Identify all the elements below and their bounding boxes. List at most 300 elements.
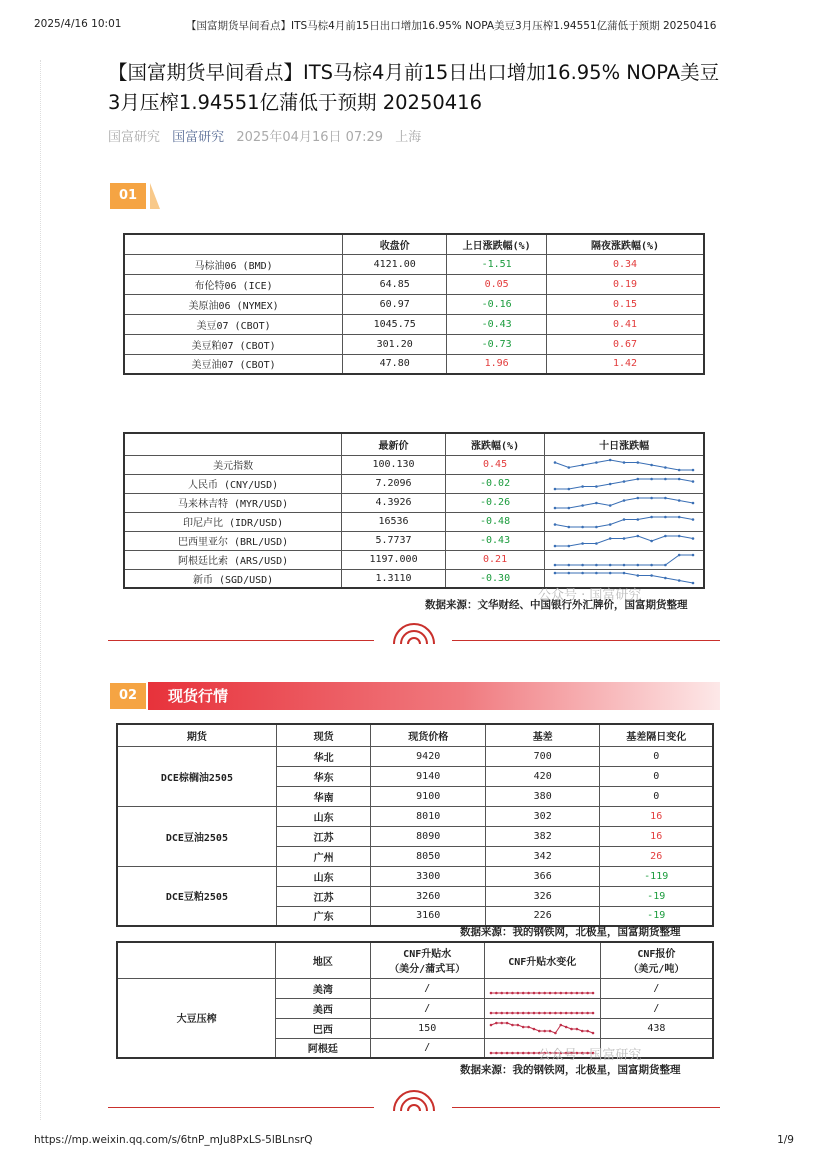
- spark-point: [490, 1012, 493, 1015]
- spark-point: [549, 1030, 552, 1033]
- spark-point: [664, 466, 667, 469]
- spark-point: [678, 468, 681, 471]
- change-pct: -0.48: [445, 512, 544, 531]
- spark-point: [650, 477, 653, 480]
- spark-point: [650, 463, 653, 466]
- spot-region: 山东: [276, 806, 371, 826]
- account-link[interactable]: 国富研究: [172, 130, 225, 145]
- instrument-name: 布伦特06 (ICE): [124, 274, 343, 294]
- spark-point: [592, 1012, 595, 1015]
- currency-name: 印尼卢比 (IDR/USD): [124, 512, 342, 531]
- spark-point: [664, 534, 667, 537]
- spark-point: [554, 506, 557, 509]
- basis-change: -119: [600, 866, 713, 886]
- spark-point: [554, 487, 557, 490]
- table-row: [117, 866, 713, 886]
- cnf-sparkline-cell: [484, 998, 600, 1018]
- basis: 700: [485, 746, 599, 766]
- spark-point: [609, 458, 612, 461]
- spark-point: [637, 496, 640, 499]
- spark-point: [528, 1012, 531, 1015]
- instrument-name: 美豆07 (CBOT): [124, 314, 343, 334]
- table-row: [124, 550, 704, 569]
- table-row: [124, 274, 704, 294]
- cnf-table: [116, 941, 714, 1059]
- section-title-bar: [148, 682, 720, 710]
- spot-price: 9100: [371, 786, 486, 806]
- spark-point: [568, 563, 571, 566]
- spark-point: [511, 992, 514, 995]
- table-row: [124, 354, 704, 374]
- spark-point: [678, 499, 681, 502]
- basis: 342: [485, 846, 599, 866]
- crush-group: 大豆压榨: [117, 978, 276, 1058]
- spark-point: [495, 1022, 498, 1025]
- spark-point: [623, 518, 626, 521]
- spark-point: [506, 1051, 509, 1054]
- spark-point: [576, 992, 579, 995]
- spark-point: [581, 485, 584, 488]
- instrument-name: 美原油06 (NYMEX): [124, 294, 343, 314]
- spark-point: [692, 553, 695, 556]
- spark-point: [568, 544, 571, 547]
- article-meta: [108, 126, 429, 145]
- change-pct: -0.02: [445, 474, 544, 493]
- spark-point: [560, 1024, 563, 1027]
- basis: 380: [485, 786, 599, 806]
- spark-point: [517, 1051, 520, 1054]
- spark-point: [623, 499, 626, 502]
- basis-change: 0: [600, 786, 713, 806]
- spark-point: [609, 563, 612, 566]
- spark-point: [554, 544, 557, 547]
- table-row: [117, 806, 713, 826]
- spark-point: [609, 572, 612, 575]
- spot-price: 9140: [371, 766, 486, 786]
- spark-point: [565, 992, 568, 995]
- data-source-1: 数据来源：文华财经、中国银行外汇牌价，国富期货整理: [425, 599, 688, 611]
- spark-point: [678, 553, 681, 556]
- basis: 226: [485, 906, 599, 926]
- spark-point: [609, 537, 612, 540]
- cnf-region: 巴西: [276, 1018, 370, 1038]
- data-source-2: 数据来源：我的钢铁网，北极星，国富期货整理: [460, 926, 681, 938]
- spot-price: 3160: [371, 906, 486, 926]
- night-change: 0.41: [547, 314, 704, 334]
- spark-point: [506, 1012, 509, 1015]
- cnf-region: 阿根廷: [276, 1038, 370, 1058]
- currency-name: 马来林吉特 (MYR/USD): [124, 493, 342, 512]
- spark-point: [678, 534, 681, 537]
- spot-region: 华南: [276, 786, 371, 806]
- spark-point: [664, 477, 667, 480]
- cnf-price: 438: [600, 1018, 713, 1038]
- spark-line: [555, 555, 693, 565]
- spark-point: [609, 523, 612, 526]
- spark-point: [595, 485, 598, 488]
- spark-point: [664, 515, 667, 518]
- basis: 326: [485, 886, 599, 906]
- column-header: CNF升贴水变化: [484, 942, 600, 978]
- change-pct: 0.21: [445, 550, 544, 569]
- spark-point: [544, 1030, 547, 1033]
- spark-point: [538, 1012, 541, 1015]
- spark-point: [623, 480, 626, 483]
- spark-line: [555, 573, 693, 583]
- spark-point: [568, 525, 571, 528]
- latest-price: 100.130: [342, 455, 446, 474]
- spot-region: 江苏: [276, 826, 371, 846]
- spark-point: [495, 1012, 498, 1015]
- spark-point: [587, 992, 590, 995]
- close-price: 47.80: [343, 354, 447, 374]
- column-header: 涨跌幅(%): [445, 433, 544, 455]
- prev-change: -1.51: [447, 254, 547, 274]
- spark-point: [637, 461, 640, 464]
- spark-point: [490, 1024, 493, 1027]
- spark-point: [581, 992, 584, 995]
- spark-point: [568, 506, 571, 509]
- latest-price: 7.2096: [342, 474, 446, 493]
- night-change: 0.19: [547, 274, 704, 294]
- prev-change: -0.73: [447, 334, 547, 354]
- night-change: 1.42: [547, 354, 704, 374]
- spark-point: [692, 537, 695, 540]
- latest-price: 1.3110: [342, 569, 446, 588]
- currency-name: 美元指数: [124, 455, 342, 474]
- spark-point: [511, 1051, 514, 1054]
- spark-point: [522, 1026, 525, 1029]
- night-change: 0.34: [547, 254, 704, 274]
- spark-point: [581, 1030, 584, 1033]
- prev-change: 1.96: [447, 354, 547, 374]
- spark-point: [595, 542, 598, 545]
- basis-change: -19: [600, 906, 713, 926]
- spark-point: [576, 1012, 579, 1015]
- ten-day-sparkline-cell: [545, 493, 704, 512]
- spark-point: [554, 563, 557, 566]
- spark-point: [678, 515, 681, 518]
- spot-region: 广东: [276, 906, 371, 926]
- spark-point: [511, 1012, 514, 1015]
- spark-point: [609, 482, 612, 485]
- spark-point: [623, 537, 626, 540]
- cnf-premium: /: [370, 978, 484, 998]
- close-price: 60.97: [343, 294, 447, 314]
- basis: 420: [485, 766, 599, 786]
- spark-point: [565, 1012, 568, 1015]
- spark-point: [581, 1012, 584, 1015]
- cnf-price: /: [600, 998, 713, 1018]
- column-header: 基差隔日变化: [600, 724, 713, 746]
- currency-name: 巴西里亚尔 (BRL/USD): [124, 531, 342, 550]
- night-change: 0.67: [547, 334, 704, 354]
- spark-point: [554, 523, 557, 526]
- divider-right: [452, 640, 720, 641]
- spark-point: [581, 563, 584, 566]
- column-header: [117, 942, 276, 978]
- section-badge-02: 02: [110, 683, 146, 709]
- spark-point: [568, 572, 571, 575]
- night-change: 0.15: [547, 294, 704, 314]
- margin-guide: [40, 60, 41, 1120]
- spark-point: [576, 1028, 579, 1031]
- table-row: [117, 978, 713, 998]
- ten-day-sparkline-cell: [545, 531, 704, 550]
- spark-point: [554, 461, 557, 464]
- futures-table: [123, 233, 705, 375]
- spot-price: 3260: [371, 886, 486, 906]
- spark-point: [587, 1012, 590, 1015]
- ten-day-sparkline: [551, 552, 697, 568]
- close-price: 301.20: [343, 334, 447, 354]
- spot-region: 山东: [276, 866, 371, 886]
- section-title: 现货行情: [168, 687, 229, 705]
- basis-change: 0: [600, 766, 713, 786]
- table-row: [124, 334, 704, 354]
- publish-date: 2025年04月16日 07:29: [236, 130, 384, 145]
- spark-point: [522, 1012, 525, 1015]
- column-header: 隔夜涨跌幅(%): [547, 234, 704, 254]
- spark-point: [501, 992, 504, 995]
- change-pct: -0.26: [445, 493, 544, 512]
- latest-price: 5.7737: [342, 531, 446, 550]
- spark-point: [623, 563, 626, 566]
- spark-point: [592, 992, 595, 995]
- column-header: CNF报价 （美元/吨）: [600, 942, 713, 978]
- column-header: 地区: [276, 942, 370, 978]
- spot-region: 江苏: [276, 886, 371, 906]
- column-header: 十日涨跌幅: [545, 433, 704, 455]
- spark-point: [595, 525, 598, 528]
- future-contract: DCE棕榈油2505: [117, 746, 276, 806]
- print-title: 【国富期货早间看点】ITS马棕4月前15日出口增加16.95% NOPA美豆3月压榨1.94551亿蒲低于预期 20250416: [186, 20, 717, 32]
- spark-point: [517, 1024, 520, 1027]
- page-url[interactable]: https://mp.weixin.qq.com/s/6tnP_mJu8PxLS-5lBLnsrQ: [34, 1134, 313, 1146]
- cnf-sparkline-cell: [484, 978, 600, 998]
- basis-change: 16: [600, 806, 713, 826]
- spot-price: 8050: [371, 846, 486, 866]
- column-header: 现货价格: [371, 724, 486, 746]
- spark-point: [501, 1012, 504, 1015]
- table-row: [124, 294, 704, 314]
- future-contract: DCE豆粕2505: [117, 866, 276, 926]
- spark-point: [570, 1012, 573, 1015]
- cnf-premium: /: [370, 998, 484, 1018]
- spark-point: [554, 1012, 557, 1015]
- latest-price: 1197.000: [342, 550, 446, 569]
- spark-point: [581, 542, 584, 545]
- spark-point: [650, 563, 653, 566]
- spark-point: [692, 468, 695, 471]
- column-header: [124, 234, 343, 254]
- spot-region: 华东: [276, 766, 371, 786]
- spark-point: [560, 1012, 563, 1015]
- spark-point: [501, 1051, 504, 1054]
- spark-point: [554, 1032, 557, 1035]
- spark-point: [533, 1012, 536, 1015]
- spark-point: [623, 461, 626, 464]
- latest-price: 16536: [342, 512, 446, 531]
- spark-point: [637, 518, 640, 521]
- cnf-region: 美湾: [276, 978, 370, 998]
- spark-point: [692, 501, 695, 504]
- spark-point: [522, 1051, 525, 1054]
- spark-point: [501, 1022, 504, 1025]
- table-row: [124, 455, 704, 474]
- close-price: 4121.00: [343, 254, 447, 274]
- spark-point: [664, 577, 667, 580]
- spark-point: [637, 477, 640, 480]
- spark-point: [544, 1012, 547, 1015]
- table-row: [124, 254, 704, 274]
- spark-point: [554, 992, 557, 995]
- change-pct: -0.30: [445, 569, 544, 588]
- column-header: 最新价: [342, 433, 446, 455]
- cnf-sparkline: [487, 1020, 597, 1036]
- column-header: 上日涨跌幅(%): [447, 234, 547, 254]
- spot-region: 华北: [276, 746, 371, 766]
- spark-point: [637, 574, 640, 577]
- spark-point: [538, 992, 541, 995]
- instrument-name: 马棕油06 (BMD): [124, 254, 343, 274]
- print-date: 2025/4/16 10:01: [34, 18, 122, 30]
- currency-name: 新币 (SGD/USD): [124, 569, 342, 588]
- spark-point: [692, 582, 695, 585]
- basis: 302: [485, 806, 599, 826]
- basis-change: 16: [600, 826, 713, 846]
- watermark: 公众号 · 国富研究: [538, 588, 642, 603]
- spark-point: [533, 1051, 536, 1054]
- table-row: [124, 531, 704, 550]
- ten-day-sparkline: [551, 514, 697, 530]
- section-badge-01: 01: [110, 183, 146, 209]
- spark-point: [568, 487, 571, 490]
- basis-change: -19: [600, 886, 713, 906]
- page-number: 1/9: [777, 1134, 794, 1146]
- spot-price: 8090: [371, 826, 486, 846]
- fx-table: [123, 432, 705, 589]
- basis-change: 26: [600, 846, 713, 866]
- spark-point: [549, 992, 552, 995]
- basis: 366: [485, 866, 599, 886]
- spark-point: [533, 1028, 536, 1031]
- cloud-ornament-icon: [390, 1089, 438, 1113]
- spark-point: [565, 1026, 568, 1029]
- spark-point: [595, 461, 598, 464]
- cnf-price: /: [600, 978, 713, 998]
- latest-price: 4.3926: [342, 493, 446, 512]
- spark-point: [517, 992, 520, 995]
- ten-day-sparkline: [551, 495, 697, 511]
- ten-day-sparkline-cell: [545, 455, 704, 474]
- column-header: [124, 433, 342, 455]
- prev-change: -0.16: [447, 294, 547, 314]
- spark-point: [528, 1051, 531, 1054]
- divider-right-2: [452, 1107, 720, 1108]
- spark-point: [490, 992, 493, 995]
- instrument-name: 美豆粕07 (CBOT): [124, 334, 343, 354]
- column-header: CNF升贴水 （美分/蒲式耳）: [370, 942, 484, 978]
- basis: 382: [485, 826, 599, 846]
- spark-point: [528, 992, 531, 995]
- spark-point: [692, 518, 695, 521]
- spark-point: [623, 572, 626, 575]
- spark-point: [538, 1030, 541, 1033]
- spark-point: [549, 1012, 552, 1015]
- spark-point: [528, 1026, 531, 1029]
- prev-change: -0.43: [447, 314, 547, 334]
- spark-point: [650, 574, 653, 577]
- cnf-sparkline: [487, 1000, 597, 1016]
- table-row: [124, 474, 704, 493]
- ten-day-sparkline: [551, 476, 697, 492]
- spot-price: 8010: [371, 806, 486, 826]
- spark-point: [595, 563, 598, 566]
- divider-left-2: [108, 1107, 374, 1108]
- spark-point: [609, 504, 612, 507]
- ten-day-sparkline-cell: [545, 474, 704, 493]
- column-header: 收盘价: [343, 234, 447, 254]
- ten-day-sparkline: [551, 533, 697, 549]
- column-header: 现货: [276, 724, 371, 746]
- spark-point: [581, 572, 584, 575]
- article-title: 【国富期货早间看点】ITS马棕4月前15日出口增加16.95% NOPA美豆3月压榨1.94551亿蒲低于预期 20250416: [108, 61, 720, 114]
- spark-point: [637, 534, 640, 537]
- spot-price: 9420: [371, 746, 486, 766]
- prev-change: 0.05: [447, 274, 547, 294]
- spark-point: [664, 496, 667, 499]
- ten-day-sparkline-cell: [545, 512, 704, 531]
- close-price: 1045.75: [343, 314, 447, 334]
- column-header: 期货: [117, 724, 276, 746]
- currency-name: 人民币 (CNY/USD): [124, 474, 342, 493]
- spark-point: [570, 992, 573, 995]
- author: 国富研究: [108, 130, 161, 145]
- instrument-name: 美豆油07 (CBOT): [124, 354, 343, 374]
- spot-price: 3300: [371, 866, 486, 886]
- spark-point: [678, 579, 681, 582]
- spark-point: [560, 992, 563, 995]
- spark-point: [664, 563, 667, 566]
- spark-point: [595, 501, 598, 504]
- future-contract: DCE豆油2505: [117, 806, 276, 866]
- data-source-3: 数据来源：我的钢铁网，北极星，国富期货整理: [460, 1064, 681, 1076]
- close-price: 64.85: [343, 274, 447, 294]
- cnf-sparkline: [487, 980, 597, 996]
- cnf-region: 美西: [276, 998, 370, 1018]
- spark-point: [581, 525, 584, 528]
- spark-point: [544, 992, 547, 995]
- spark-point: [490, 1051, 493, 1054]
- spark-point: [522, 992, 525, 995]
- spark-point: [650, 515, 653, 518]
- change-pct: -0.43: [445, 531, 544, 550]
- cnf-premium: /: [370, 1038, 484, 1058]
- ten-day-sparkline-cell: [545, 550, 704, 569]
- basis-change: 0: [600, 746, 713, 766]
- spark-point: [595, 572, 598, 575]
- spot-region: 广州: [276, 846, 371, 866]
- column-header: 基差: [485, 724, 599, 746]
- spark-point: [637, 563, 640, 566]
- spark-point: [650, 496, 653, 499]
- spark-point: [581, 504, 584, 507]
- table-row: [117, 746, 713, 766]
- spark-point: [517, 1012, 520, 1015]
- spot-table: [116, 723, 714, 927]
- divider-left: [108, 640, 374, 641]
